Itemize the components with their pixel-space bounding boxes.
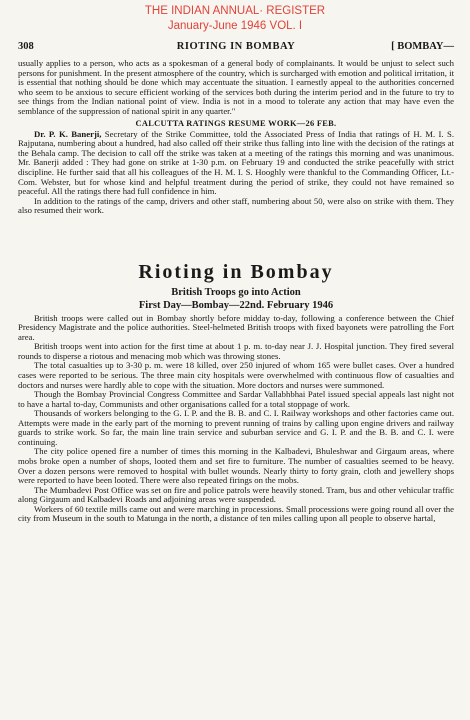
section-subhead: CALCUTTA RATINGS RESUME WORK—26 FEB. — [135, 119, 337, 129]
article-paragraph: The city police opened fire a number of times this morning in the Kalbadevi, Bhuleshwar and Girgaum areas, where mobs broke open a number of shops, looted them and set fire to furniture. The number of casualties seemed to be heavy. Over a dozen persons were removed to hospital with bullet wounds. Nearly thirty to forty grain, cloth and jewellery shops were reported to have been looted. There were also repeated firings on the mobs. — [18, 446, 454, 486]
calcutta-paragraph-2: In addition to the ratings of the camp, drivers and other staff, numbering about 50, were also on strike with them. They also resumed their work. — [18, 195, 454, 216]
archive-stamp-line1: THE INDIAN ANNUAL· REGISTER — [144, 5, 326, 17]
page-number: 308 — [18, 41, 34, 52]
article-subtitle: British Troops go into Action — [171, 286, 301, 298]
speaker-name: Dr. P. K. Banerji, — [34, 128, 102, 139]
article-paragraph: British troops were called out in Bombay shortly before midday to-day, following a conference between the Chief Presidency Magistrate and the police authorities. Steel-helmeted British troops with fixed bayonets were patrolling the Fort area. — [18, 312, 454, 342]
article-dateline: First Day—Bombay—22nd. February 1946 — [138, 299, 334, 311]
article-title: Rioting in Bombay — [138, 260, 334, 283]
archive-stamp-line2: January-June 1946 VOL. I — [167, 20, 303, 32]
calcutta-paragraph-1 — [18, 130, 454, 197]
article-paragraph: The total casualties up to 3-30 p. m. were 18 killed, over 250 injured of whom 165 were bullet cases. Over a hundred cases were reported to be serious. The three main city hospitals were overwhelmed with continuous flow of casualties and doctors and nurses were hardly able to cope with the situation. More doctors and nurses were summoned. — [18, 360, 454, 390]
continued-paragraph: usually applies to a person, who acts as a spokesman of a general body of complainants. It would be unjust to select such persons for punishment. In the present atmosphere of the country, which is surcharged with emotion and political irritation, it is essential that nothing should be done which may accentuate the situation. I earnestly appeal to the authorities concerned who seem to be anxious to secure efficient working of the services both during the interim period and in the future to try to see things from the Indian national point of view. India is not in a mood to tolerate any action that may have even the semblance of the suppression of national spirit in any quarter." — [18, 58, 454, 116]
article-paragraph: The Mumbadevi Post Office was set on fire and police patrols were heavily stoned. Tram, bus and other vehicular traffic along Girgaum and Kalbadevi Roads and adjoining areas were suspended. — [18, 484, 454, 505]
calcutta-paragraph-1-text: Secretary of the Strike Committee, told the Associated Press of India that ratings of H. M. I. S. Rajputana, numbering about a hundred, had also called off their strike thus falling into line with the decision of the ratings at the Behala camp. The decision to call off the strike was taken at a meeting of the ratings this morning and was unanimous. Mr. Banerji added : They had gone on strike at 1-30 p.m. on February 19 and conducted the strike peacefully with strict discipline. He further said that all his colleagues of the H. M. I. S. Hooghly were thankful to the Commanding Officer, Lt.-Com. Webster, but for whose kind and helpful treatment during the period of strike, they could not have remained so peaceful. All the ratings there had full confidence in him. — [18, 128, 454, 197]
running-section: [ BOMBAY— — [391, 41, 454, 52]
running-title: RIOTING IN BOMBAY — [176, 41, 296, 52]
article-paragraph: British troops went into action for the first time at about 1 p. m. to-day near J. J. Hospital junction. They fired several rounds to disperse a riotous and menacing mob which was throwing stones. — [18, 341, 454, 361]
running-header — [18, 41, 454, 57]
article-paragraph: Workers of 60 textile mills came out and were marching in processions. Small processions were going round all over the city from Museum in the south to Matunga in the north, a distance of ten miles calling upon all people to observe hartal, — [18, 503, 454, 524]
page-body — [18, 59, 454, 524]
article-paragraph: Though the Bombay Provincial Congress Committee and Sardar Vallabhbhai Patel issued special appeals last night not to have a hartal to-day, Communists and other organisations called for a total stoppage of work. — [18, 389, 454, 409]
article-paragraph: Thousands of workers belonging to the G. I. P. and the B. B. and C. I. Railway workshops and other factories came out. Attempts were made in the early part of the morning to prevent running of trains by calling upon engine drivers and railway guards to strike work. So far, the main line train service and suburban service and G. I. P. and the B. B. and C. I. were continuing. — [18, 408, 454, 447]
